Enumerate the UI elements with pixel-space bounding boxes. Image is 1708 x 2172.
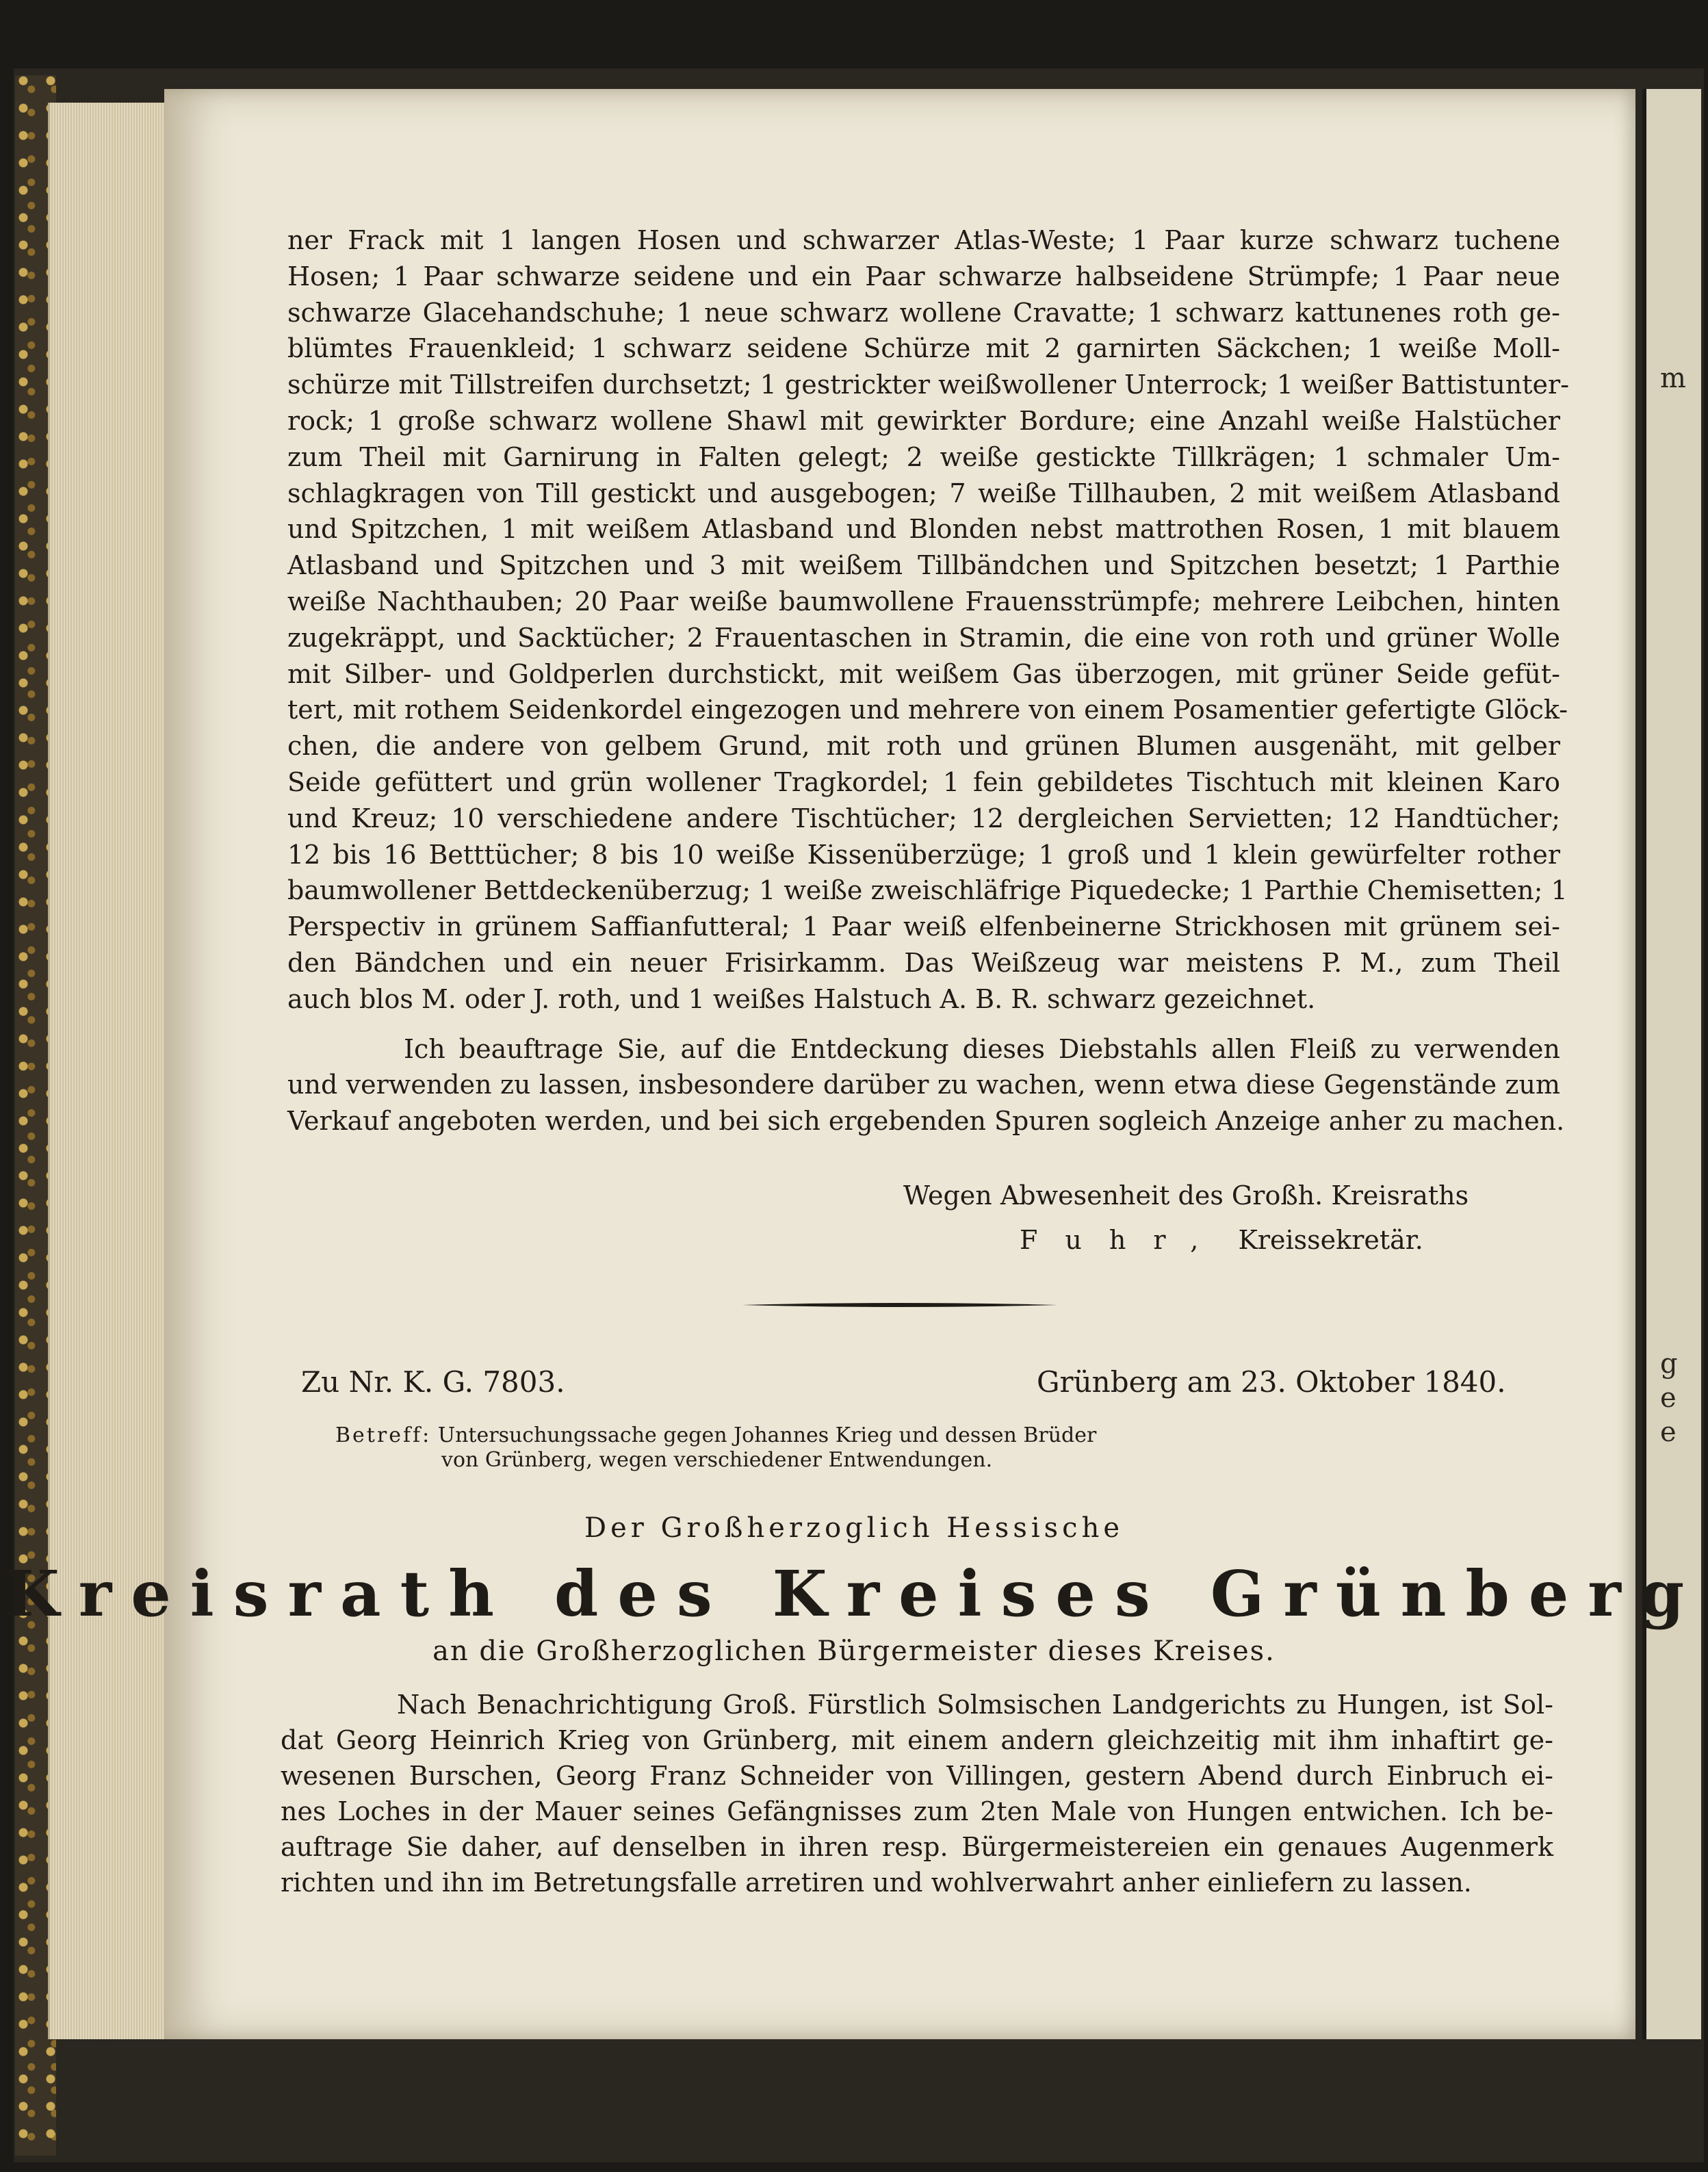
text-line: Perspectiv in grünem Saffianfutteral; 1 Paar weiß elfenbeinerne Strickhosen mit grünem sei- bbox=[287, 912, 1560, 942]
text-line: blümtes Frauenkleid; 1 schwarz seidene Schürze mit 2 garnirten Säckchen; 1 weiße Moll- bbox=[287, 333, 1560, 364]
text-line: und verwenden zu lassen, insbesondere darüber zu wachen, wenn etwa diese Gegenstände zum bbox=[287, 1070, 1560, 1100]
text-line: auftrage Sie daher, auf denselben in ihren resp. Bürgermeistereien ein genaues Augenmerk bbox=[281, 1832, 1553, 1862]
subject-block bbox=[335, 1423, 1096, 1473]
text-line: wesenen Burschen, Georg Franz Schneider von Villingen, gestern Abend durch Einbruch ei- bbox=[281, 1761, 1553, 1791]
facing-page-fragment: g bbox=[1660, 1348, 1678, 1380]
heading-issuer: Kreisrath des Kreises Grünberg bbox=[4, 1557, 1704, 1631]
subject-text: von Grünberg, wegen verschiedener Entwendungen. bbox=[441, 1448, 993, 1472]
text-line: 12 bis 16 Betttücher; 8 bis 10 weiße Kissenüberzüge; 1 groß und 1 klein gewürfelter rother bbox=[287, 839, 1560, 870]
facing-page-edge bbox=[1642, 89, 1701, 2039]
text-line: mit Silber- und Goldperlen durchstickt, mit weißem Gas überzogen, mit grüner Seide gefüt- bbox=[287, 658, 1560, 689]
subject-label: Betreff: bbox=[335, 1423, 432, 1447]
order-paragraph bbox=[281, 1687, 1553, 1900]
text-line: Ich beauftrage Sie, auf die Entdeckung dieses Diebstahls allen Fleiß zu verwenden bbox=[404, 1033, 1560, 1064]
text-line: schlagkragen von Till gestickt und ausgebogen; 7 weiße Tillhauben, 2 mit weißem Atlasband bbox=[287, 478, 1560, 508]
signer-name: Fuhr, bbox=[1020, 1225, 1226, 1255]
text-line: nes Loches in der Mauer seines Gefängnisses zum 2ten Male von Hungen entwichen. Ich be- bbox=[281, 1796, 1553, 1826]
facing-page-fragment: e bbox=[1660, 1382, 1677, 1414]
text-line: und Spitzchen, 1 mit weißem Atlasband und Blonden nebst mattrothen Rosen, 1 mit blauem bbox=[287, 514, 1560, 545]
facing-page-fragment: e bbox=[1660, 1417, 1677, 1448]
text-line: weiße Nachthauben; 20 Paar weiße baumwollene Frauensstrümpfe; mehrere Leibchen, hinten bbox=[287, 586, 1560, 617]
text-line: Seide gefüttert und grün wollener Tragkordel; 1 fein gebildetes Tischtuch mit kleinen Karo bbox=[287, 766, 1560, 797]
date-line: Grünberg am 23. Oktober 1840. bbox=[1037, 1365, 1506, 1399]
text-line: schwarze Glacehandschuhe; 1 neue schwarz wollene Cravatte; 1 schwarz kattunenes roth ge- bbox=[287, 297, 1560, 328]
heading-addressee: an die Großherzoglichen Bürgermeister dieses Kreises. bbox=[432, 1636, 1276, 1667]
ornamental-divider bbox=[742, 1302, 1057, 1308]
text-line: und Kreuz; 10 verschiedene andere Tischtücher; 12 dergleichen Servietten; 12 Handtücher; bbox=[287, 803, 1560, 833]
text-line: rock; 1 große schwarz wollene Shawl mit gewirkter Bordure; eine Anzahl weiße Halstücher bbox=[287, 405, 1560, 436]
text-line: baumwollener Bettdeckenüberzug; 1 weiße zweischläfrige Piquedecke; 1 Parthie Chemisetten; 1 bbox=[287, 875, 1568, 906]
inventory-paragraph bbox=[287, 222, 1570, 1139]
signature-name bbox=[1020, 1225, 1423, 1255]
facing-page-fragment: m bbox=[1660, 363, 1686, 394]
text-line: zum Theil mit Garnirung in Falten gelegt; 2 weiße gestickte Tillkrägen; 1 schmaler Um- bbox=[287, 441, 1560, 472]
text-line: den Bändchen und ein neuer Frisirkamm. Das Weißzeug war meistens P. M., zum Theil bbox=[287, 947, 1560, 978]
subject-text: Untersuchungssache gegen Johannes Krieg und dessen Brüder bbox=[437, 1423, 1097, 1447]
text-line: auch blos M. oder J. roth, und 1 weißes Halstuch A. B. R. schwarz gezeichnet. bbox=[287, 983, 1316, 1014]
text-line: tert, mit rothem Seidenkordel eingezogen und mehrere von einem Posamentier gefertigte Glöck- bbox=[287, 695, 1568, 725]
signer-title: Kreissekretär. bbox=[1238, 1225, 1423, 1255]
text-line: chen, die andere von gelbem Grund, mit roth und grünen Blumen ausgenäht, mit gelber bbox=[287, 731, 1560, 762]
text-line: schürze mit Tillstreifen durchsetzt; 1 gestrickter weißwollener Unterrock; 1 weißer Battistunter- bbox=[287, 370, 1570, 400]
text-line: richten und ihn im Betretungsfalle arretiren und wohlverwahrt anher einliefern zu lassen. bbox=[281, 1867, 1472, 1898]
text-line: zugekräppt, und Sacktücher; 2 Frauentaschen in Stramin, die eine von roth und grüner Wolle bbox=[287, 622, 1560, 653]
text-line: Verkauf angeboten werden, und bei sich ergebenden Spuren sogleich Anzeige anher zu machen. bbox=[287, 1106, 1565, 1137]
text-line: ner Frack mit 1 langen Hosen und schwarzer Atlas-Weste; 1 Paar kurze schwarz tuchene bbox=[287, 225, 1560, 255]
text-line: dat Georg Heinrich Krieg von Grünberg, mit einem andern gleichzeitig mit ihm inhaftirt ge- bbox=[281, 1725, 1553, 1755]
text-line: Atlasband und Spitzchen und 3 mit weißem Tillbändchen und Spitzchen besetzt; 1 Parthie bbox=[287, 550, 1560, 581]
text-line: Nach Benachrichtigung Groß. Fürstlich Solmsischen Landgerichts zu Hungen, ist Sol- bbox=[397, 1690, 1553, 1720]
reference-number: Zu Nr. K. G. 7803. bbox=[301, 1365, 565, 1399]
heading-issuer-prefix: Der Großherzoglich Hessische bbox=[584, 1512, 1124, 1544]
text-line: Hosen; 1 Paar schwarze seidene und ein Paar schwarze halbseidene Strümpfe; 1 Paar neue bbox=[287, 261, 1560, 292]
signature-line: Wegen Abwesenheit des Großh. Kreisraths bbox=[903, 1180, 1469, 1211]
